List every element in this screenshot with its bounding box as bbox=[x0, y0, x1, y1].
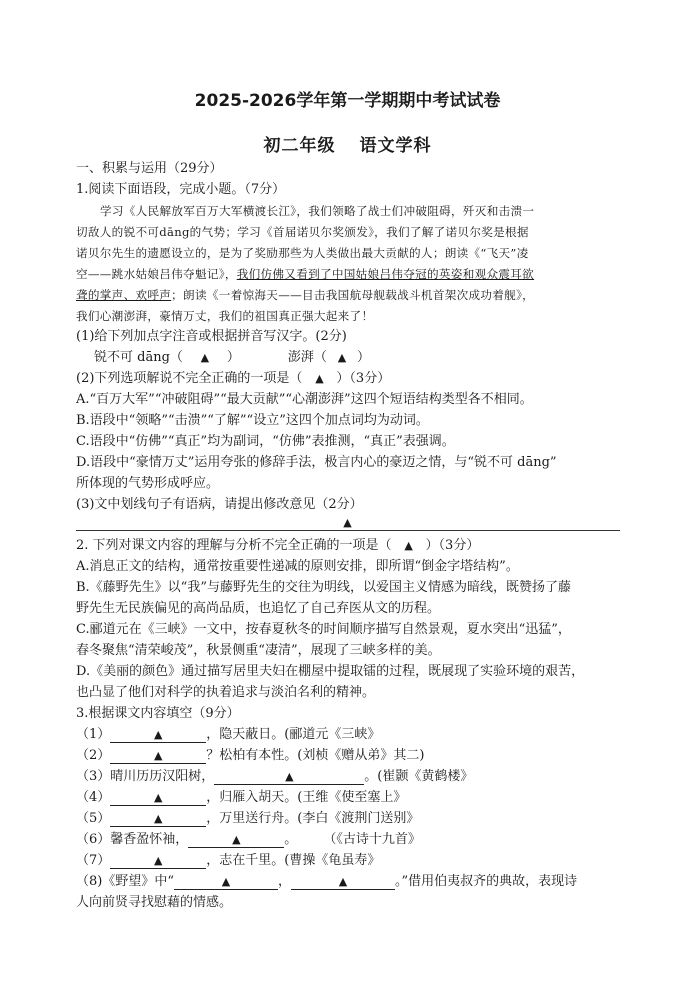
fill-blank[interactable]: ▲ bbox=[110, 727, 206, 743]
fill-blank[interactable]: ▲ bbox=[214, 769, 364, 785]
answer-mark[interactable]: ▲ bbox=[337, 351, 347, 364]
item-text: ，志在千里。(曹操《龟虽寿》 bbox=[206, 853, 381, 868]
item-number: （2） bbox=[76, 748, 111, 763]
section-heading: 一、积累与运用（29分） bbox=[76, 161, 223, 176]
option-d: D.语段中“豪情万丈”运用夸张的修辞手法，极言内心的豪迈之情，与“锐不可 dāng” bbox=[76, 455, 557, 470]
passage-line: 切敌人的锐不可dāng的气势；学习《首届诺贝尔奖颁发》，我们了解了诺贝尔奖是根据 bbox=[76, 225, 529, 239]
item-number: （6） bbox=[76, 832, 111, 847]
passage-line: 我们心潮澎湃，豪情万丈，我们的祖国真正强大起来了！ bbox=[76, 309, 374, 323]
passage-text: 空——跳水姑娘吕伟夺魁记》， bbox=[76, 267, 237, 281]
passage-text: ；朗读《一着惊海天——目击我国航母舰载战斗机首架次成功着舰》， bbox=[171, 288, 535, 302]
fill-item bbox=[76, 873, 624, 891]
item-number: （1） bbox=[76, 727, 111, 742]
answer-mark[interactable]: ▲ bbox=[200, 351, 210, 364]
item-text: ，隐天蔽日。(郦道元《三峡》 bbox=[206, 727, 381, 742]
fill-blank[interactable]: ▲ bbox=[110, 853, 206, 869]
answer-mark[interactable]: ▲ bbox=[343, 516, 352, 529]
sub2-text: (2)下列选项解说不完全正确的一项是（ bbox=[76, 371, 303, 386]
option-b: B.《藤野先生》以“我”与藤野先生的交往为明线，以爱国主义情感为暗线，既赞扬了藤 bbox=[76, 580, 571, 595]
item-number: （5） bbox=[76, 811, 111, 826]
item-text: 。(崔颢《黄鹤楼》 bbox=[364, 769, 474, 784]
fill-blank[interactable]: ▲ bbox=[174, 874, 278, 890]
option-b-cont: 野先生无民族偏见的高尚品质，也追忆了自己弃医从文的历程。 bbox=[76, 601, 441, 616]
item-text: （8)《野望》中“ bbox=[76, 874, 174, 889]
paren: ） bbox=[356, 350, 370, 365]
fill-blank[interactable]: ▲ bbox=[291, 874, 395, 890]
passage-line bbox=[76, 286, 624, 304]
fill-item bbox=[76, 768, 624, 786]
item-number: （3） bbox=[76, 769, 111, 784]
q1-prompt: 1.阅读下面语段，完成小题。（7分） bbox=[76, 182, 286, 197]
fill-item-cont: 人向前贤寻找慰藉的情感。 bbox=[76, 895, 233, 910]
q1-sub3: (3)文中划线句子有语病，请提出修改意见（2分） bbox=[76, 497, 363, 512]
answer-mark[interactable]: ▲ bbox=[404, 539, 413, 552]
exam-title: 2025-2026学年第一学期期中考试试卷 bbox=[194, 91, 501, 111]
item-text: ？松柏有本性。(刘桢《赠从弟》其二) bbox=[206, 748, 425, 763]
pinyin-row bbox=[76, 349, 624, 367]
pinyin-item: 澎湃（ bbox=[287, 350, 327, 365]
answer-mark[interactable]: ▲ bbox=[315, 372, 324, 385]
item-number: （4） bbox=[76, 790, 111, 805]
q1-sub1: (1)给下列加点字注音或根据拼音写汉字。(2分) bbox=[76, 329, 347, 344]
fill-item bbox=[76, 726, 624, 744]
q2-prompt bbox=[76, 537, 624, 555]
item-text: 馨香盈怀袖， bbox=[110, 832, 189, 847]
option-c-cont: 春冬聚焦“清荣峻茂”，秋景侧重“凄清”，展现了三峡多样的美。 bbox=[76, 643, 441, 658]
paren: ） bbox=[226, 350, 240, 365]
item-text: ，归雁入胡天。(王维《使至塞上》 bbox=[206, 790, 407, 805]
item-source: （《古诗十九首》 bbox=[323, 832, 421, 847]
grade-label: 初二年级 bbox=[263, 136, 336, 156]
fill-blank[interactable]: ▲ bbox=[110, 748, 206, 764]
answer-line[interactable] bbox=[76, 530, 620, 531]
fill-item bbox=[76, 810, 624, 828]
q1-sub2 bbox=[76, 370, 624, 388]
exam-subtitle bbox=[0, 131, 695, 156]
fill-blank[interactable]: ▲ bbox=[188, 832, 284, 848]
item-number: （7） bbox=[76, 853, 111, 868]
passage-line: 诺贝尔先生的遗愿设立的，是为了奖励那些为人类做出最大贡献的人；朗读《“飞天”凌 bbox=[76, 246, 529, 260]
fill-item bbox=[76, 789, 624, 807]
fill-blank[interactable]: ▲ bbox=[110, 790, 206, 806]
option-a: A.消息正文的结构，通常按重要性递减的原则安排，即所谓“倒金字塔结构”。 bbox=[76, 559, 519, 574]
q2-tail: ）（3分） bbox=[425, 538, 480, 553]
option-b: B.语段中“领略”“击溃”“了解”“设立”这四个加点词均为动词。 bbox=[76, 413, 429, 428]
underlined-sentence: 我们仿佛又看到了中国姑娘吕伟夺冠的英姿和观众震耳欲 bbox=[236, 267, 535, 281]
underlined-sentence: 聋的掌声、欢呼声 bbox=[76, 288, 172, 302]
pinyin-item: 锐不可 dāng（ bbox=[94, 350, 183, 365]
item-text: ， bbox=[278, 874, 292, 889]
item-text: 。”借用伯夷叔齐的典故，表现诗 bbox=[395, 874, 578, 889]
item-text: 。 bbox=[284, 832, 298, 847]
passage-line: 学习《人民解放军百万大军横渡长江》，我们领略了战士们冲破阻碍，歼灭和击溃一 bbox=[100, 204, 535, 218]
fill-item bbox=[76, 852, 624, 870]
q2-text: 2. 下列对课文内容的理解与分析不完全正确的一项是（ bbox=[76, 538, 392, 553]
item-text: 晴川历历汉阳树， bbox=[110, 769, 215, 784]
option-d-cont: 也凸显了他们对科学的执着追求与淡泊名利的精神。 bbox=[76, 685, 376, 700]
fill-item bbox=[76, 831, 624, 849]
sub2-tail: ）（3分） bbox=[336, 371, 391, 386]
option-a: A.“百万大军”“冲破阻碍”“最大贡献”“心潮澎湃”这四个短语结构类型各不相同。 bbox=[76, 392, 533, 407]
passage-line bbox=[76, 265, 624, 283]
q3-prompt: 3.根据课文内容填空（9分） bbox=[76, 706, 240, 721]
fill-blank[interactable]: ▲ bbox=[110, 811, 206, 827]
subject-label: 语文学科 bbox=[359, 136, 432, 156]
option-c: C.郦道元在《三峡》一文中，按春夏秋冬的时间顺序描写自然景观，夏水突出“迅猛”， bbox=[76, 622, 571, 637]
option-c: C.语段中“仿佛”“真正”均为副词，“仿佛”表推测，“真正”表强调。 bbox=[76, 434, 455, 449]
item-text: ，万里送行舟。(李白《渡荆门送别》 bbox=[206, 811, 420, 826]
option-d-cont: 所体现的气势形成呼应。 bbox=[76, 476, 220, 491]
option-d: D.《美丽的颜色》通过描写居里夫妇在棚屋中提取镭的过程，既展现了实验环境的艰苦， bbox=[76, 664, 585, 679]
fill-item bbox=[76, 747, 624, 765]
